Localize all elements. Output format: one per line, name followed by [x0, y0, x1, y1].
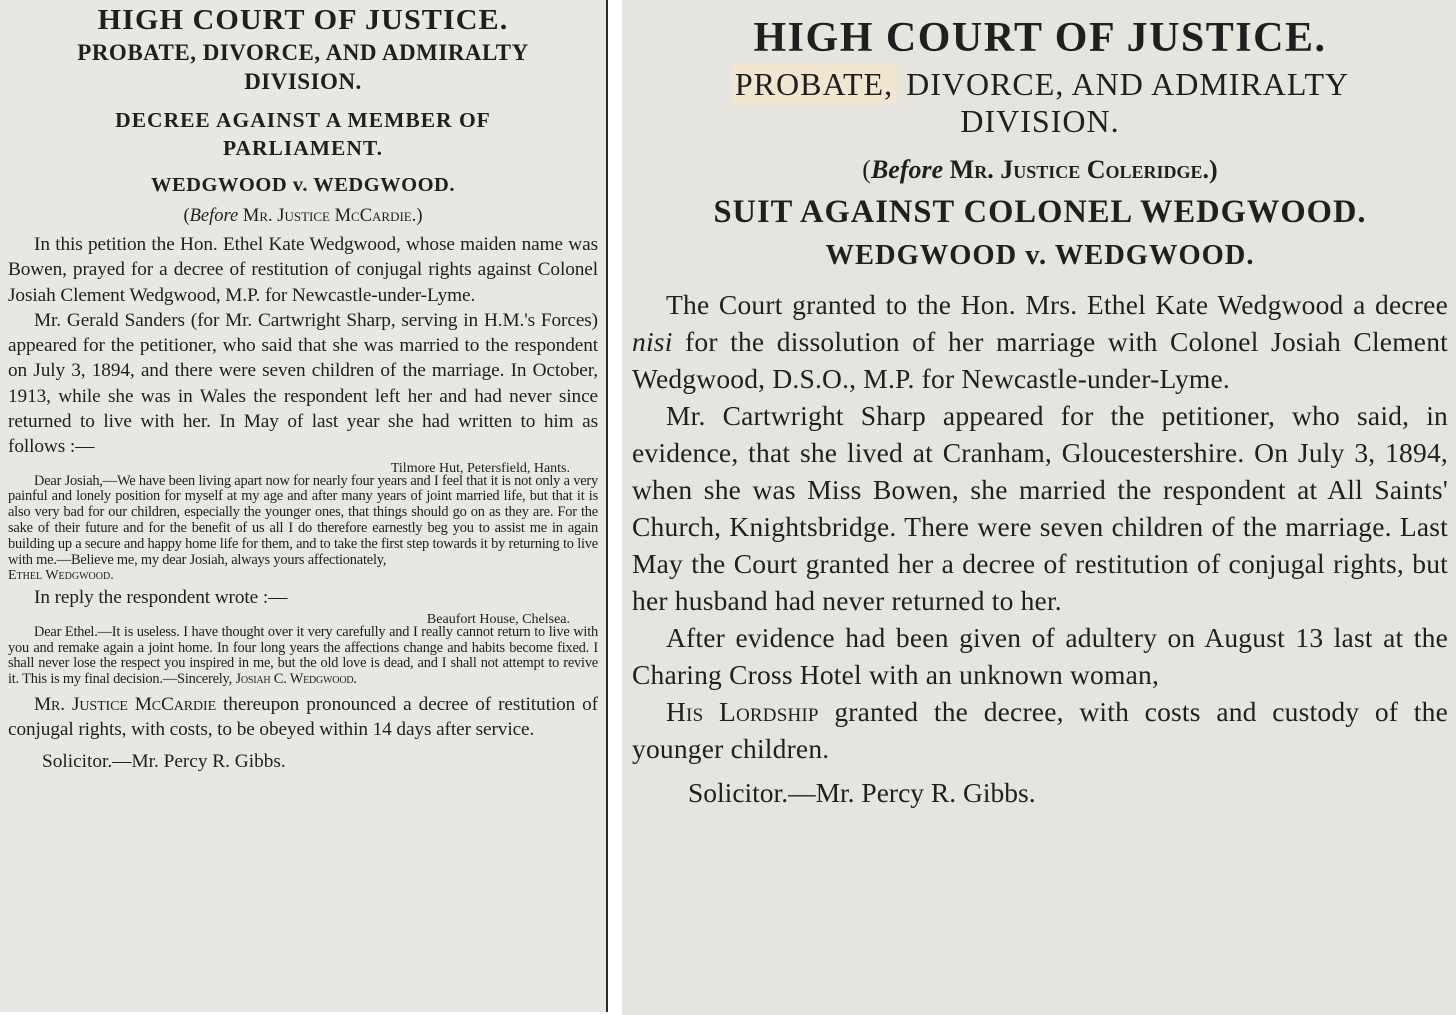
before-open: ( — [183, 206, 190, 226]
highlighted-word: PROBATE, — [731, 64, 897, 104]
letter-1-signature: Ethel Wedgwood. — [8, 568, 114, 584]
headline-line-1: DECREE AGAINST A MEMBER OF — [115, 108, 491, 132]
closing-text: thereupon pronounced a decree of restitution of conjugal rights, with costs, to be obeyed within 14 days after service. — [8, 693, 598, 741]
left-newspaper-clipping — [0, 0, 608, 1012]
division-line-2: DIVISION. — [244, 69, 362, 94]
before-judge-line — [632, 154, 1448, 186]
before-judge-line — [8, 204, 598, 228]
court-title: HIGH COURT OF JUSTICE. — [753, 15, 1327, 61]
paragraph-decision — [632, 693, 1448, 767]
paragraph-evidence: Mr. Gerald Sanders (for Mr. Cartwright Sharp, serving in H.M.'s Forces) appeared for the petitioner, who said that she was married to the respondent on July 3, 1894, and there were seven children of the marriage. In October, 1913, while she was in Wales the respondent left her and had never since returned to live with her. In May of last year she had written to him as follows :— — [8, 309, 598, 458]
case-name: WEDGWOOD v. WEDGWOOD. — [151, 174, 455, 196]
letter-1-body: Dear Josiah,—We have been living apart now for nearly four years and I feel that it is not only a very painful and lonely position for myself at my age and after many years of joint married life, but that it is also very bad for our children, especially the younger ones, that things should go on as they are. For the sake of their future and for the benefit of us all I do therefore earnestly beg you to assist me in again building up a secure and happy home life for them, and to take the first step towards it by returning to live with me.—Believe me, my dear Josiah, always yours affectionately, — [8, 472, 598, 568]
division-rest: DIVORCE, AND ADMIRALTY — [897, 66, 1350, 102]
paragraph-decree — [632, 286, 1448, 397]
closing-judge: Mr. Justice McCardie — [34, 693, 217, 715]
court-title: HIGH COURT OF JUSTICE. — [97, 4, 509, 36]
decree-nisi: nisi — [632, 326, 673, 357]
before-open: ( — [862, 155, 871, 184]
letter-1-address: Tilmore Hut, Petersfield, Hants. — [390, 460, 570, 476]
case-name: WEDGWOOD v. WEDGWOOD. — [825, 240, 1255, 271]
judge-name: Mr. Justice McCardie.) — [238, 206, 423, 226]
judge-name: Mr. Justice Coleridge.) — [943, 155, 1218, 184]
right-newspaper-clipping — [622, 0, 1456, 1015]
lordship: His Lordship — [666, 696, 819, 727]
letter-2-address: Beaufort House, Chelsea. — [426, 611, 570, 627]
before-word: Before — [870, 155, 944, 184]
headline-line-2: PARLIAMENT. — [222, 136, 384, 160]
paragraph-evidence: Mr. Cartwright Sharp appeared for the petitioner, who said, in evidence, that she lived at Cranham, Gloucestershire. On July 3, 1894, when she was Miss Bowen, she married the respondent at All Saints' Church, Knightsbridge. There were seven children of the marriage. Last May the Court granted her a decree of restitution of conjugal rights, but her husband had never returned to her. — [632, 400, 1448, 616]
decree-text-start: The Court granted to the Hon. Mrs. Ethel Kate Wedgwood a decree — [666, 289, 1448, 320]
reply-intro: In reply the respondent wrote :— — [34, 587, 288, 609]
decision-text: granted the decree, with costs and custody of the younger children. — [632, 696, 1449, 764]
solicitor-line: Solicitor.—Mr. Percy R. Gibbs. — [688, 777, 1036, 808]
solicitor-line: Solicitor.—Mr. Percy R. Gibbs. — [42, 750, 286, 772]
letter-2-body — [8, 625, 598, 688]
paragraph-decision — [8, 692, 598, 743]
letter-2-text: Dear Ethel.—It is useless. I have thought over it very carefully and I really cannot return to live with you and remake again a joint home. In four long years the affections change and habits become fixed. I shall never lose the respect you inspired in me, but the old love is dead, and I shall not attempt to revive it. This is my final decision.—Sincerely, — [8, 623, 598, 688]
decree-text-end: for the dissolution of her marriage with Colonel Josiah Clement Wedgwood, D.S.O., M.P. for Newcastle-under-Lyme. — [632, 326, 1448, 394]
paragraph-petition: In this petition the Hon. Ethel Kate Wedgwood, whose maiden name was Bowen, prayed for a decree of restitution of conjugal rights against Colonel Josiah Clement Wedgwood, M.P. for Newcastle-under-Lyme. — [8, 234, 598, 306]
division-line-1 — [632, 66, 1448, 103]
before-word: Before — [189, 206, 239, 226]
division-line-1: PROBATE, DIVORCE, AND ADMIRALTY — [77, 40, 529, 65]
headline: SUIT AGAINST COLONEL WEDGWOOD. — [713, 194, 1367, 230]
division-line-2: DIVISION. — [960, 103, 1120, 139]
paragraph-adultery: After evidence had been given of adultery on August 13 last at the Charing Cross Hotel with an unknown woman, — [632, 622, 1448, 690]
letter-2-signature: Josiah C. Wedgwood. — [235, 671, 357, 688]
